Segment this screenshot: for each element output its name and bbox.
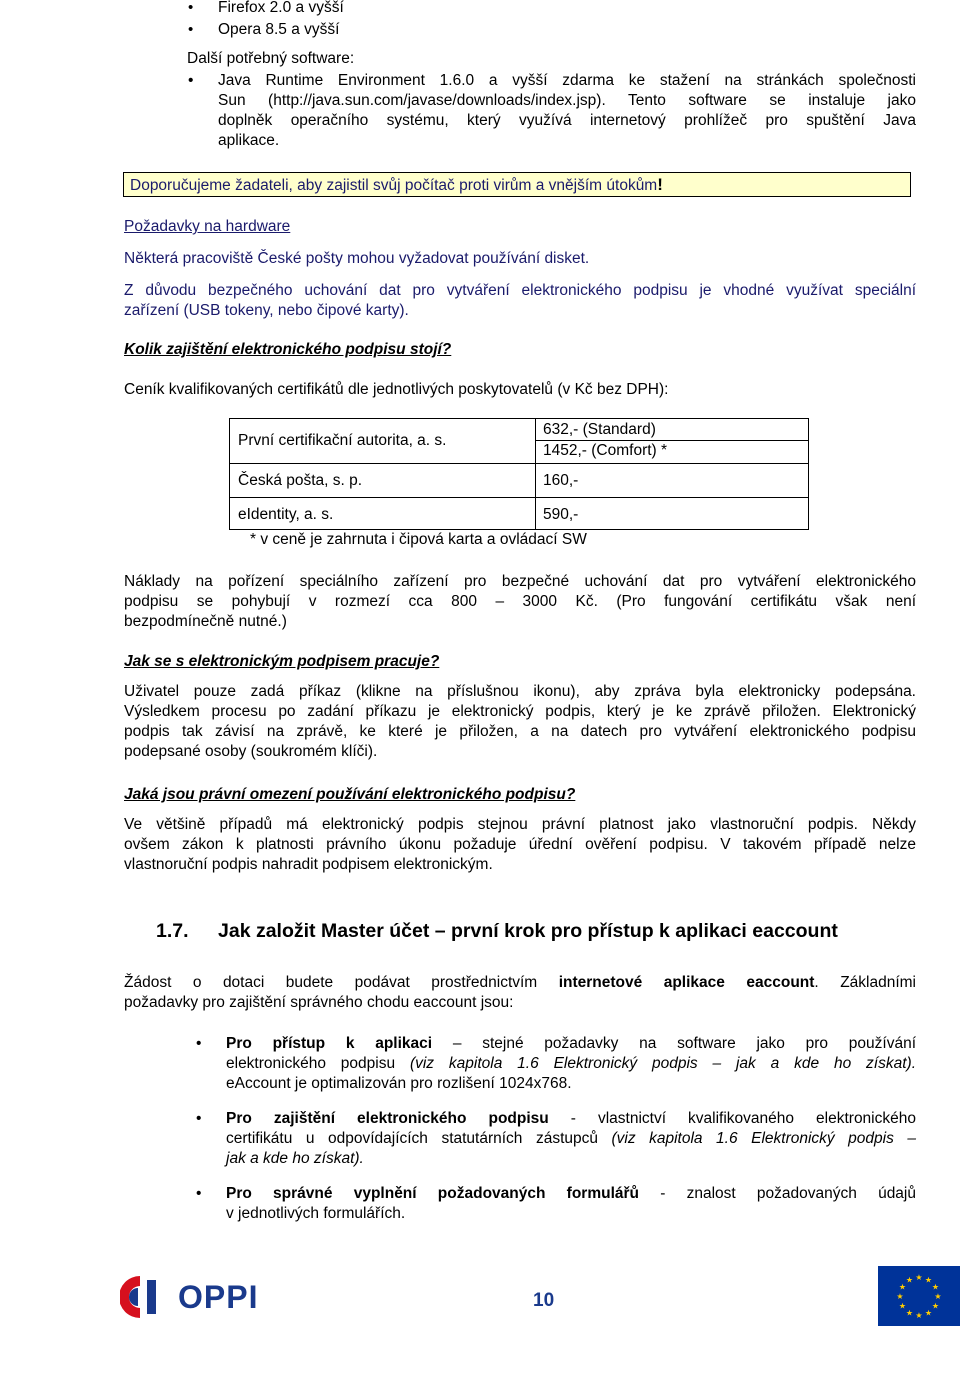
- eu-star-icon: ★: [931, 1282, 940, 1292]
- text-line: Uživatel pouze zadá příkaz (klikne na příslušnou ikonu), aby zpráva byla elektronicky podepsána.: [124, 683, 916, 700]
- eu-star-icon: ★: [905, 1275, 914, 1285]
- item-title: Pro přístup k aplikaci: [226, 1035, 433, 1052]
- text-span: - vlastnictví kvalifikovaného elektronického: [548, 1110, 916, 1127]
- table-cell-price: 160,-: [543, 472, 579, 489]
- cost-intro: Ceník kvalifikovaných certifikátů dle jednotlivých poskytovatelů (v Kč bez DPH):: [124, 381, 669, 398]
- table-cell-price: 590,-: [543, 506, 579, 523]
- text-span: - znalost požadovaných údajů: [639, 1185, 916, 1202]
- section-intro: [124, 973, 916, 1013]
- eu-flag: [878, 1266, 960, 1326]
- app-name: internetové aplikace eaccount: [558, 974, 815, 991]
- table-footnote: * v ceně je zahrnuta i čipová karta a ovládací SW: [250, 531, 587, 548]
- text-line: bezpodmínečně nutné.): [124, 613, 287, 630]
- text-line: podepsané osoby (soukromém klíči).: [124, 743, 378, 760]
- legal-paragraph: [124, 815, 916, 875]
- requirement-item: [196, 1184, 916, 1224]
- section-title: Jak založit Master účet – první krok pro přístup k aplikaci eaccount: [218, 920, 838, 942]
- requirement-item: [196, 1109, 916, 1169]
- list-item: • Opera 8.5 a vyšší: [218, 20, 918, 40]
- hardware-heading: Požadavky na hardware: [124, 218, 291, 235]
- java-line: Java Runtime Environment 1.6.0 a vyšší zdarma ke stažení na stránkách společnosti: [218, 72, 916, 89]
- table-cell-provider: eIdentity, a. s.: [238, 506, 334, 523]
- text-line: ovšem zákon k platnosti právního úkonu požaduje úřední ověření podpisu. V takovém případě nelze: [124, 836, 916, 853]
- eu-star-icon: ★: [898, 1282, 907, 1292]
- item-title: Pro zajištění elektronického podpisu: [226, 1110, 549, 1127]
- eu-star-icon: ★: [924, 1275, 933, 1285]
- bullet-icon: •: [196, 1035, 202, 1052]
- text-span: Žádost o dotaci budete podávat prostřednictvím: [124, 974, 559, 991]
- java-line: Sun (http://java.sun.com/javase/downloads/index.jsp). Tento software se instaluje jako: [218, 92, 916, 109]
- eu-star-icon: ★: [934, 1292, 942, 1301]
- table-cell-price: 1452,- (Comfort) *: [543, 442, 668, 459]
- eu-star-icon: ★: [898, 1301, 907, 1311]
- eu-star-icon: ★: [931, 1301, 940, 1311]
- warning-mark: !: [657, 175, 663, 194]
- java-line: aplikace.: [218, 132, 280, 149]
- text-line: podpis tak závisí na zprávě, ke které je přiložen, a na datech pro vytváření elektronického podpisu: [124, 723, 916, 740]
- how-paragraph: [124, 682, 916, 762]
- costs-paragraph: [124, 572, 916, 632]
- legal-heading: Jaká jsou právní omezení používání elektronického podpisu?: [124, 786, 576, 803]
- text-line: požadavky pro zajištění správného chodu eaccount jsou:: [124, 994, 514, 1011]
- oppi-logo: [120, 1272, 270, 1322]
- text-line: jak a kde ho získat).: [226, 1150, 364, 1167]
- text-line: Výsledkem procesu po zadání příkazu je elektronický podpis, který je ke zprávě přiložen. Elektronický: [124, 703, 916, 720]
- eu-star-icon: ★: [915, 1311, 923, 1320]
- requirement-item: [196, 1034, 917, 1094]
- table-cell-provider: Česká pošta, s. p.: [238, 471, 368, 491]
- bullet-icon: •: [188, 72, 194, 89]
- text-line: v jednotlivých formulářích.: [226, 1205, 406, 1222]
- hardware-devices: [124, 281, 916, 321]
- eu-stars-icon: [878, 1266, 960, 1326]
- java-item: [188, 71, 916, 151]
- software-heading: Další potřebný software:: [187, 50, 355, 67]
- how-heading: Jak se s elektronickým podpisem pracuje?: [124, 653, 440, 670]
- text-line: Z důvodu bezpečného uchování dat pro vytváření elektronického podpisu je vhodné využívat speciální: [124, 282, 916, 299]
- item-title: Pro správné vyplnění požadovaných formulářů: [226, 1185, 639, 1202]
- text-span: (viz kapitola 1.6 Elektronický podpis –: [611, 1130, 916, 1147]
- browser-list: [218, 0, 918, 40]
- bullet-icon: •: [196, 1185, 202, 1202]
- text-span: (viz kapitola 1.6 Elektronický podpis – jak a kde ho získat).: [409, 1055, 917, 1072]
- text-line: Náklady na pořízení speciálního zařízení pro bezpečné uchování dat pro vytváření elektronického: [124, 573, 916, 590]
- cost-heading: Kolik zajištění elektronického podpisu stojí?: [124, 341, 452, 358]
- logo-text: OPPI: [178, 1279, 259, 1315]
- text-line: podpisu se pohybují v rozmezí cca 800 – 3000 Kč. (Pro fungování certifikátu však není: [124, 593, 916, 610]
- warning-box: [123, 172, 911, 197]
- bullet-icon: •: [196, 1110, 202, 1127]
- table-cell-provider: První certifikační autorita, a. s.: [238, 432, 447, 449]
- text-line: vlastnoruční podpis nahradit podpisem elektronickým.: [124, 856, 493, 873]
- section-number: 1.7.: [156, 920, 189, 942]
- text-span: elektronického podpisu: [226, 1055, 410, 1072]
- text-span: certifikátu u odpovídajících statutárních zástupců: [226, 1130, 612, 1147]
- text-line: eAccount je optimalizován pro rozlišení 1024x768.: [226, 1075, 572, 1092]
- text-span: – stejné požadavky na software jako pro používání: [432, 1035, 916, 1052]
- text-line: zařízení (USB tokeny, nebo čipové karty).: [124, 302, 409, 319]
- page-number: 10: [533, 1290, 555, 1311]
- table-cell-price: 632,- (Standard): [543, 421, 656, 438]
- warning-text: Doporučujeme žadateli, aby zajistil svůj počítač proti virům a vnějším útokům: [130, 177, 658, 194]
- eu-star-icon: ★: [915, 1273, 923, 1282]
- eu-star-icon: ★: [905, 1308, 914, 1318]
- text-span: . Základními: [814, 974, 917, 991]
- list-item: • Firefox 2.0 a vyšší: [218, 0, 918, 18]
- eu-star-icon: ★: [896, 1292, 904, 1301]
- eu-star-icon: ★: [924, 1308, 933, 1318]
- hardware-text: Některá pracoviště České pošty mohou vyžadovat používání disket.: [124, 250, 590, 267]
- java-line: doplněk operačního systému, který využívá internetový prohlížeč pro spuštění Java: [218, 112, 916, 129]
- oppi-logo-icon: [120, 1272, 180, 1322]
- text-line: Ve většině případů má elektronický podpis stejnou právní platnost jako vlastnoruční podpis. Někdy: [124, 816, 916, 833]
